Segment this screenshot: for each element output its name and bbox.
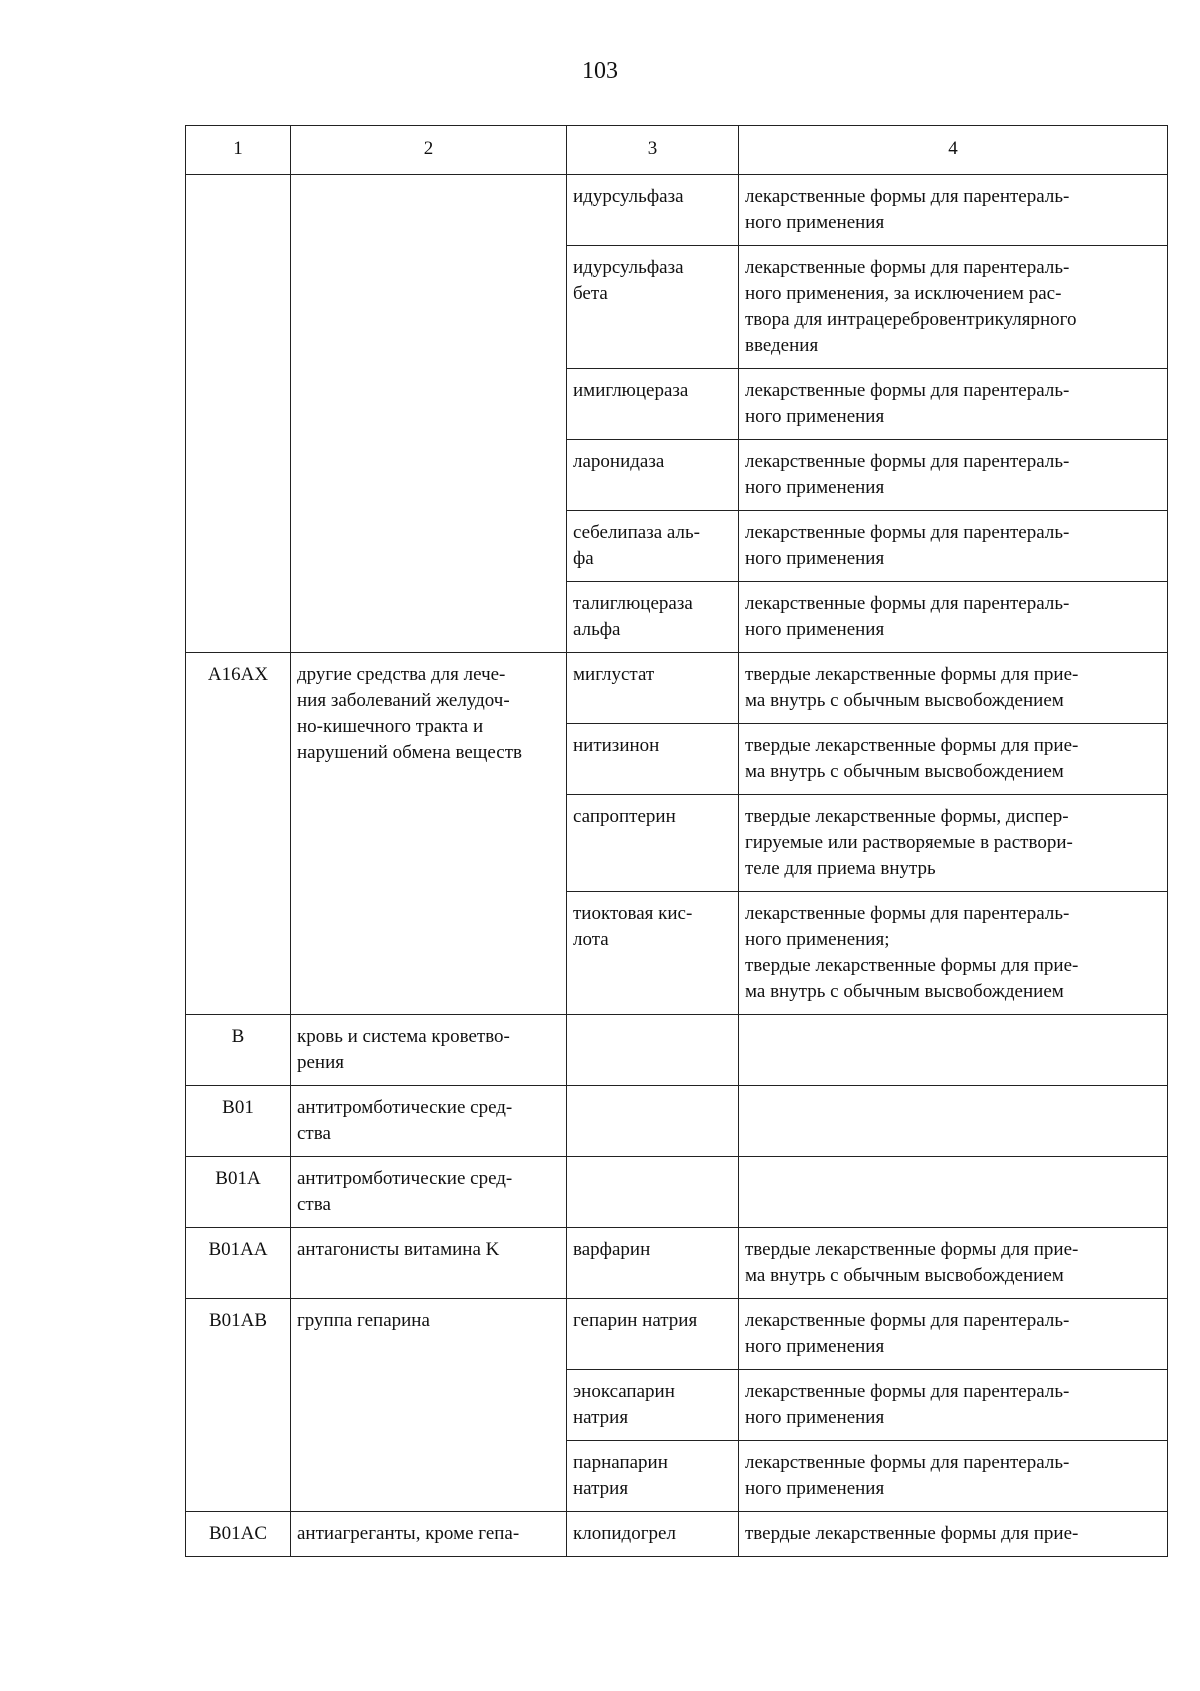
form-cell: лекарственные формы для парентераль- ного применения; твердые лекарственные формы для прие- ма внутрь с обычным высвобождением — [739, 892, 1168, 1015]
group-cell-empty — [291, 175, 567, 653]
page-number: 103 — [582, 58, 618, 84]
atc-code-cell: B — [186, 1015, 291, 1086]
drug-cell: себелипаза аль- фа — [567, 511, 739, 582]
form-cell: твердые лекарственные формы, диспер- гируемые или растворяемые в раствори- теле для приема внутрь — [739, 795, 1168, 892]
atc-code-cell: B01 — [186, 1086, 291, 1157]
group-cell: антитромботические сред- ства — [291, 1157, 567, 1228]
form-cell: лекарственные формы для парентераль- ного применения — [739, 369, 1168, 440]
table-row — [186, 1157, 1168, 1228]
drug-cell: нитизинон — [567, 724, 739, 795]
code-cell-empty — [186, 175, 291, 653]
form-cell: лекарственные формы для парентераль- ного применения — [739, 1299, 1168, 1370]
drug-cell: сапроптерин — [567, 795, 739, 892]
drug-table — [185, 125, 1168, 1557]
form-cell: лекарственные формы для парентераль- ного применения, за исключением рас- твора для интрацеребровентрикулярного введения — [739, 246, 1168, 369]
table-row — [186, 1299, 1168, 1370]
drug-cell: клопидогрел — [567, 1512, 739, 1557]
form-cell: твердые лекарственные формы для прие- ма внутрь с обычным высвобождением — [739, 653, 1168, 724]
drug-cell: гепарин натрия — [567, 1299, 739, 1370]
table-row — [186, 1086, 1168, 1157]
drug-cell: ларонидаза — [567, 440, 739, 511]
table-row — [186, 1228, 1168, 1299]
group-cell: антагонисты витамина K — [291, 1228, 567, 1299]
drug-cell — [567, 1086, 739, 1157]
column-header-4: 4 — [739, 126, 1168, 175]
table-row — [186, 653, 1168, 724]
atc-code-cell: B01A — [186, 1157, 291, 1228]
atc-code-cell: B01AA — [186, 1228, 291, 1299]
column-header-3: 3 — [567, 126, 739, 175]
group-cell: антитромботические сред- ства — [291, 1086, 567, 1157]
table-row — [186, 1015, 1168, 1086]
drug-cell: идурсульфаза — [567, 175, 739, 246]
atc-code-cell: A16AX — [186, 653, 291, 1015]
table-header-row — [186, 126, 1168, 175]
form-cell — [739, 1086, 1168, 1157]
form-cell: твердые лекарственные формы для прие- ма внутрь с обычным высвобождением — [739, 1228, 1168, 1299]
form-cell — [739, 1157, 1168, 1228]
table-row — [186, 1512, 1168, 1557]
group-cell: группа гепарина — [291, 1299, 567, 1512]
drug-cell — [567, 1015, 739, 1086]
form-cell: лекарственные формы для парентераль- ного применения — [739, 1370, 1168, 1441]
column-header-1: 1 — [186, 126, 291, 175]
group-cell: кровь и система кроветво- рения — [291, 1015, 567, 1086]
drug-cell: имиглюцераза — [567, 369, 739, 440]
form-cell — [739, 1015, 1168, 1086]
form-cell: лекарственные формы для парентераль- ного применения — [739, 582, 1168, 653]
column-header-2: 2 — [291, 126, 567, 175]
group-cell: антиагреганты, кроме гепа- — [291, 1512, 567, 1557]
drug-cell: идурсульфаза бета — [567, 246, 739, 369]
drug-cell: миглустат — [567, 653, 739, 724]
form-cell: твердые лекарственные формы для прие- ма внутрь с обычным высвобождением — [739, 724, 1168, 795]
drug-cell: эноксапарин натрия — [567, 1370, 739, 1441]
drug-cell — [567, 1157, 739, 1228]
atc-code-cell: B01AC — [186, 1512, 291, 1557]
drug-cell: талиглюцераза альфа — [567, 582, 739, 653]
form-cell: лекарственные формы для парентераль- ного применения — [739, 175, 1168, 246]
drug-cell: парнапарин натрия — [567, 1441, 739, 1512]
drug-cell: варфарин — [567, 1228, 739, 1299]
atc-code-cell: B01AB — [186, 1299, 291, 1512]
drug-cell: тиоктовая кис- лота — [567, 892, 739, 1015]
group-cell: другие средства для лече- ния заболеваний желудоч- но-кишечного тракта и нарушений обмена веществ — [291, 653, 567, 1015]
form-cell: твердые лекарственные формы для прие- — [739, 1512, 1168, 1557]
form-cell: лекарственные формы для парентераль- ного применения — [739, 1441, 1168, 1512]
form-cell: лекарственные формы для парентераль- ного применения — [739, 511, 1168, 582]
table-row — [186, 175, 1168, 246]
form-cell: лекарственные формы для парентераль- ного применения — [739, 440, 1168, 511]
